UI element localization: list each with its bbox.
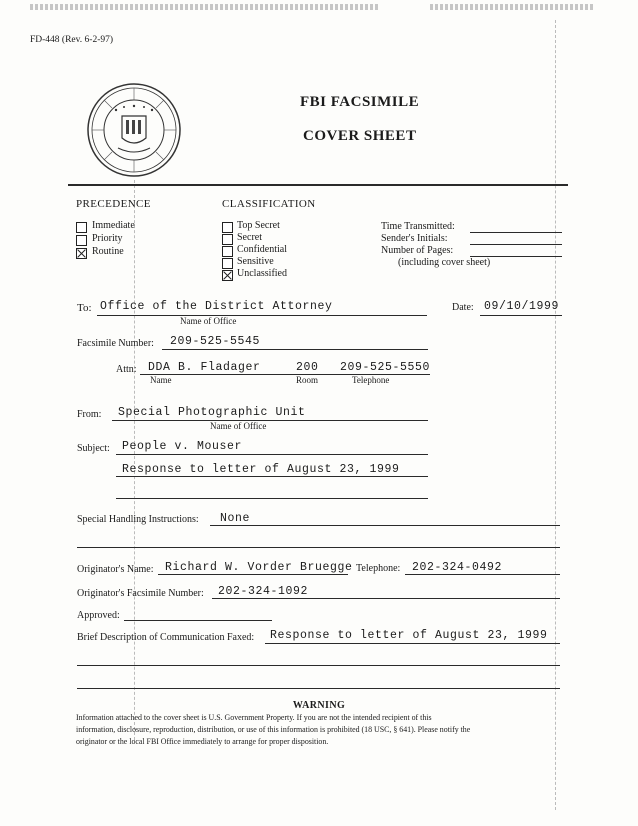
attn-room-caption: Room	[296, 375, 319, 385]
from-office-value: Special Photographic Unit	[118, 406, 306, 419]
scan-artifact-line-right	[555, 20, 556, 810]
number-of-pages-label: Number of Pages:	[381, 245, 454, 256]
classification-heading: CLASSIFICATION	[222, 198, 316, 210]
warning-text-line3: originator or the local FBI Office immediately to arrange for proper disposition.	[76, 737, 329, 746]
checkbox-sensitive[interactable]	[222, 258, 233, 269]
special-handling-label: Special Handling Instructions:	[77, 514, 199, 525]
special-handling-field[interactable]	[210, 525, 560, 526]
from-office-caption: Name of Office	[210, 421, 267, 431]
checkbox-confidential[interactable]	[222, 246, 233, 257]
attn-name-value: DDA B. Fladager	[148, 361, 261, 374]
checkbox-label-routine: Routine	[92, 246, 124, 257]
checkbox-label-top-secret: Top Secret	[237, 220, 280, 231]
checkbox-label-sensitive: Sensitive	[237, 256, 274, 267]
originator-fax-label: Originator's Facsimile Number:	[77, 588, 204, 599]
attn-telephone-value: 209-525-5550	[340, 361, 431, 374]
facsimile-number-label: Facsimile Number:	[77, 338, 154, 349]
pages-note: (including cover sheet)	[398, 257, 491, 268]
subject-line1-value: People v. Mouser	[122, 440, 243, 453]
originator-name-field[interactable]	[158, 574, 348, 575]
senders-initials-field[interactable]	[470, 244, 562, 245]
date-field[interactable]	[480, 315, 562, 316]
warning-text-line2: information, disclosure, reproduction, distribution, or use of this information is prohibited (18 USC, § 641). Please notify the	[76, 725, 471, 734]
originator-fax-value: 202-324-1092	[218, 585, 309, 598]
from-label: From:	[77, 409, 102, 420]
fax-header-noise	[30, 4, 380, 10]
time-transmitted-label: Time Transmitted:	[381, 221, 455, 232]
approved-field[interactable]	[124, 620, 272, 621]
checkbox-routine[interactable]	[76, 248, 87, 259]
special-handling-field-2[interactable]	[77, 547, 560, 548]
attn-label: Attn:	[116, 364, 137, 375]
fbi-seal-icon	[86, 82, 182, 178]
attn-telephone-caption: Telephone	[352, 375, 390, 385]
subject-line2-value: Response to letter of August 23, 1999	[122, 463, 400, 476]
senders-initials-label: Sender's Initials:	[381, 233, 448, 244]
page-subtitle: COVER SHEET	[303, 128, 417, 144]
scan-artifact-line	[134, 180, 135, 740]
warning-text-line1: Information attached to the cover sheet is U.S. Government Property. If you are not the intended recipient of this	[76, 713, 432, 722]
fax-header-noise-right	[430, 4, 595, 10]
page-title: FBI FACSIMILE	[300, 94, 420, 110]
checkbox-immediate[interactable]	[76, 222, 87, 233]
date-value: 09/10/1999	[484, 300, 560, 313]
subject-field-3[interactable]	[116, 498, 428, 499]
checkbox-secret[interactable]	[222, 234, 233, 245]
checkbox-priority[interactable]	[76, 235, 87, 246]
from-office-field[interactable]	[112, 420, 428, 421]
divider	[68, 184, 568, 186]
attn-name-caption: Name	[150, 375, 172, 385]
approved-label: Approved:	[77, 610, 120, 621]
date-label: Date:	[452, 302, 474, 313]
subject-field-1[interactable]	[116, 454, 428, 455]
checkbox-top-secret[interactable]	[222, 222, 233, 233]
brief-description-field-3[interactable]	[77, 688, 560, 689]
originator-fax-field[interactable]	[212, 598, 560, 599]
to-office-value: Office of the District Attorney	[100, 300, 333, 313]
brief-description-label: Brief Description of Communication Faxed:	[77, 632, 255, 643]
originator-telephone-label: Telephone:	[356, 563, 401, 574]
checkbox-label-immediate: Immediate	[92, 220, 135, 231]
precedence-heading: PRECEDENCE	[76, 198, 151, 210]
subject-label: Subject:	[77, 443, 110, 454]
originator-telephone-value: 202-324-0492	[412, 561, 503, 574]
checkbox-unclassified[interactable]	[222, 270, 233, 281]
checkbox-label-secret: Secret	[237, 232, 262, 243]
originator-name-label: Originator's Name:	[77, 564, 154, 575]
facsimile-number-field[interactable]	[162, 349, 428, 350]
attn-room-value: 200	[296, 361, 319, 374]
time-transmitted-field[interactable]	[470, 232, 562, 233]
checkbox-label-confidential: Confidential	[237, 244, 287, 255]
checkbox-label-unclassified: Unclassified	[237, 268, 287, 279]
originator-telephone-field[interactable]	[405, 574, 560, 575]
to-label: To:	[77, 302, 92, 314]
originator-name-value: Richard W. Vorder Bruegge	[165, 561, 353, 574]
to-office-field[interactable]	[97, 315, 427, 316]
warning-heading: WARNING	[292, 700, 346, 711]
subject-field-2[interactable]	[116, 476, 428, 477]
facsimile-number-value: 209-525-5545	[170, 335, 261, 348]
special-handling-value: None	[220, 512, 251, 525]
brief-description-field[interactable]	[265, 643, 560, 644]
checkbox-label-priority: Priority	[92, 233, 123, 244]
form-number: FD-448 (Rev. 6-2-97)	[30, 35, 114, 45]
to-office-caption: Name of Office	[180, 316, 237, 326]
brief-description-field-2[interactable]	[77, 665, 560, 666]
brief-description-value: Response to letter of August 23, 1999	[270, 629, 548, 642]
